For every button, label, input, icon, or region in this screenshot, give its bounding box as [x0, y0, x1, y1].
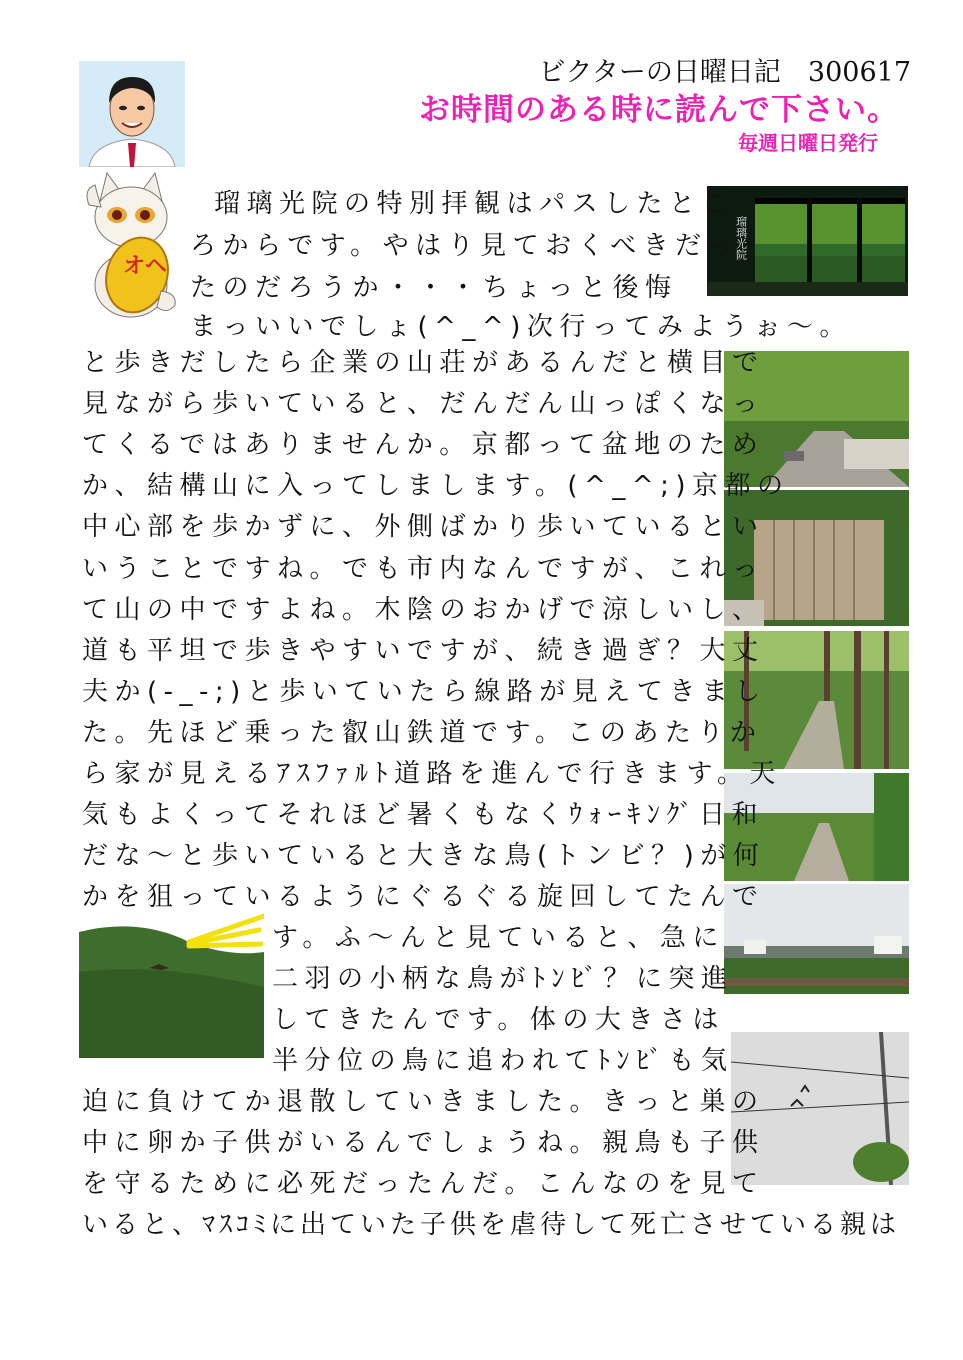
body-line: 半分位の鳥に追われてﾄﾝﾋﾞも気: [272, 1046, 734, 1076]
body-line: 瑠璃光院の特別拝観はパスしたとこ: [214, 189, 735, 219]
body-line: だな～と歩いていると大きな鳥(トンビ？)が何: [82, 841, 766, 871]
body-line: いうことですね。でも市内なんですが、これっ: [82, 554, 765, 584]
publish-note: 毎週日曜日発行: [738, 131, 878, 155]
body-line: 迫に負けてか退散していきました。きっと巣の: [82, 1087, 765, 1117]
lucky-cat-image: [79, 165, 185, 320]
coin-text: オヘ: [123, 254, 168, 279]
body-line: 気もよくってそれほど暑くもなくｳｫｰｷﾝｸﾞ日和: [82, 800, 764, 830]
body-line: を守るために必死だったんだ。こんなのを見て: [82, 1169, 765, 1199]
body-line: してきたんです。体の大きさは: [272, 1005, 725, 1035]
author-portrait-image: [79, 61, 185, 167]
body-line: てくるではありませんか。京都って盆地のため: [82, 430, 765, 460]
temple-caption: 瑠璃光院: [734, 216, 748, 260]
body-line: 二羽の小柄な鳥がﾄﾝﾋﾞ？に突進: [272, 964, 734, 994]
body-line: 中心部を歩かずに、外側ばかり歩いているとい: [82, 512, 765, 542]
body-line: と歩きだしたら企業の山荘があるんだと横目で: [82, 348, 765, 378]
body-line: た。先ほど乗った叡山鉄道です。このあたりか: [82, 718, 763, 748]
body-line: ろからです。やはり見ておくべきだっ: [190, 231, 741, 261]
body-line: か、結構山に入ってしまします。(^_^;)京都の: [82, 471, 790, 501]
hawk-photo: [79, 912, 264, 1058]
body-line: 夫か(-_-;)と歩いていたら線路が見えてきまし: [82, 677, 767, 707]
body-line: て山の中ですよね。木陰のおかげで涼しいし、: [82, 595, 765, 625]
body-line: す。ふ～んと見ていると、急に: [272, 923, 725, 953]
diary-subtitle: お時間のある時に読んで下さい。: [419, 92, 899, 128]
body-line: 中に卵か子供がいるんでしょうね。親鳥も子供: [82, 1128, 765, 1158]
body-line: 道も平坦で歩きやすいですが、続き過ぎ？大丈: [82, 636, 765, 666]
body-line: たのだろうか・・・ちょっと後悔: [190, 273, 678, 303]
body-line: まっいいでしょ(^_^)次行ってみようぉ～。: [190, 312, 852, 342]
diary-title: ビクターの日曜日記 300617: [538, 57, 911, 88]
body-line: かを狙っているようにぐるぐる旋回してたんで: [82, 882, 765, 912]
body-line: ら家が見えるｱｽﾌｧﾙﾄ道路を進んで行きます。天: [82, 759, 782, 789]
body-line: 見ながら歩いていると、だんだん山っぽくなっ: [82, 389, 765, 419]
body-line: いると、ﾏｽｺﾐに出ていた子供を虐待して死亡させている親は: [82, 1210, 901, 1240]
